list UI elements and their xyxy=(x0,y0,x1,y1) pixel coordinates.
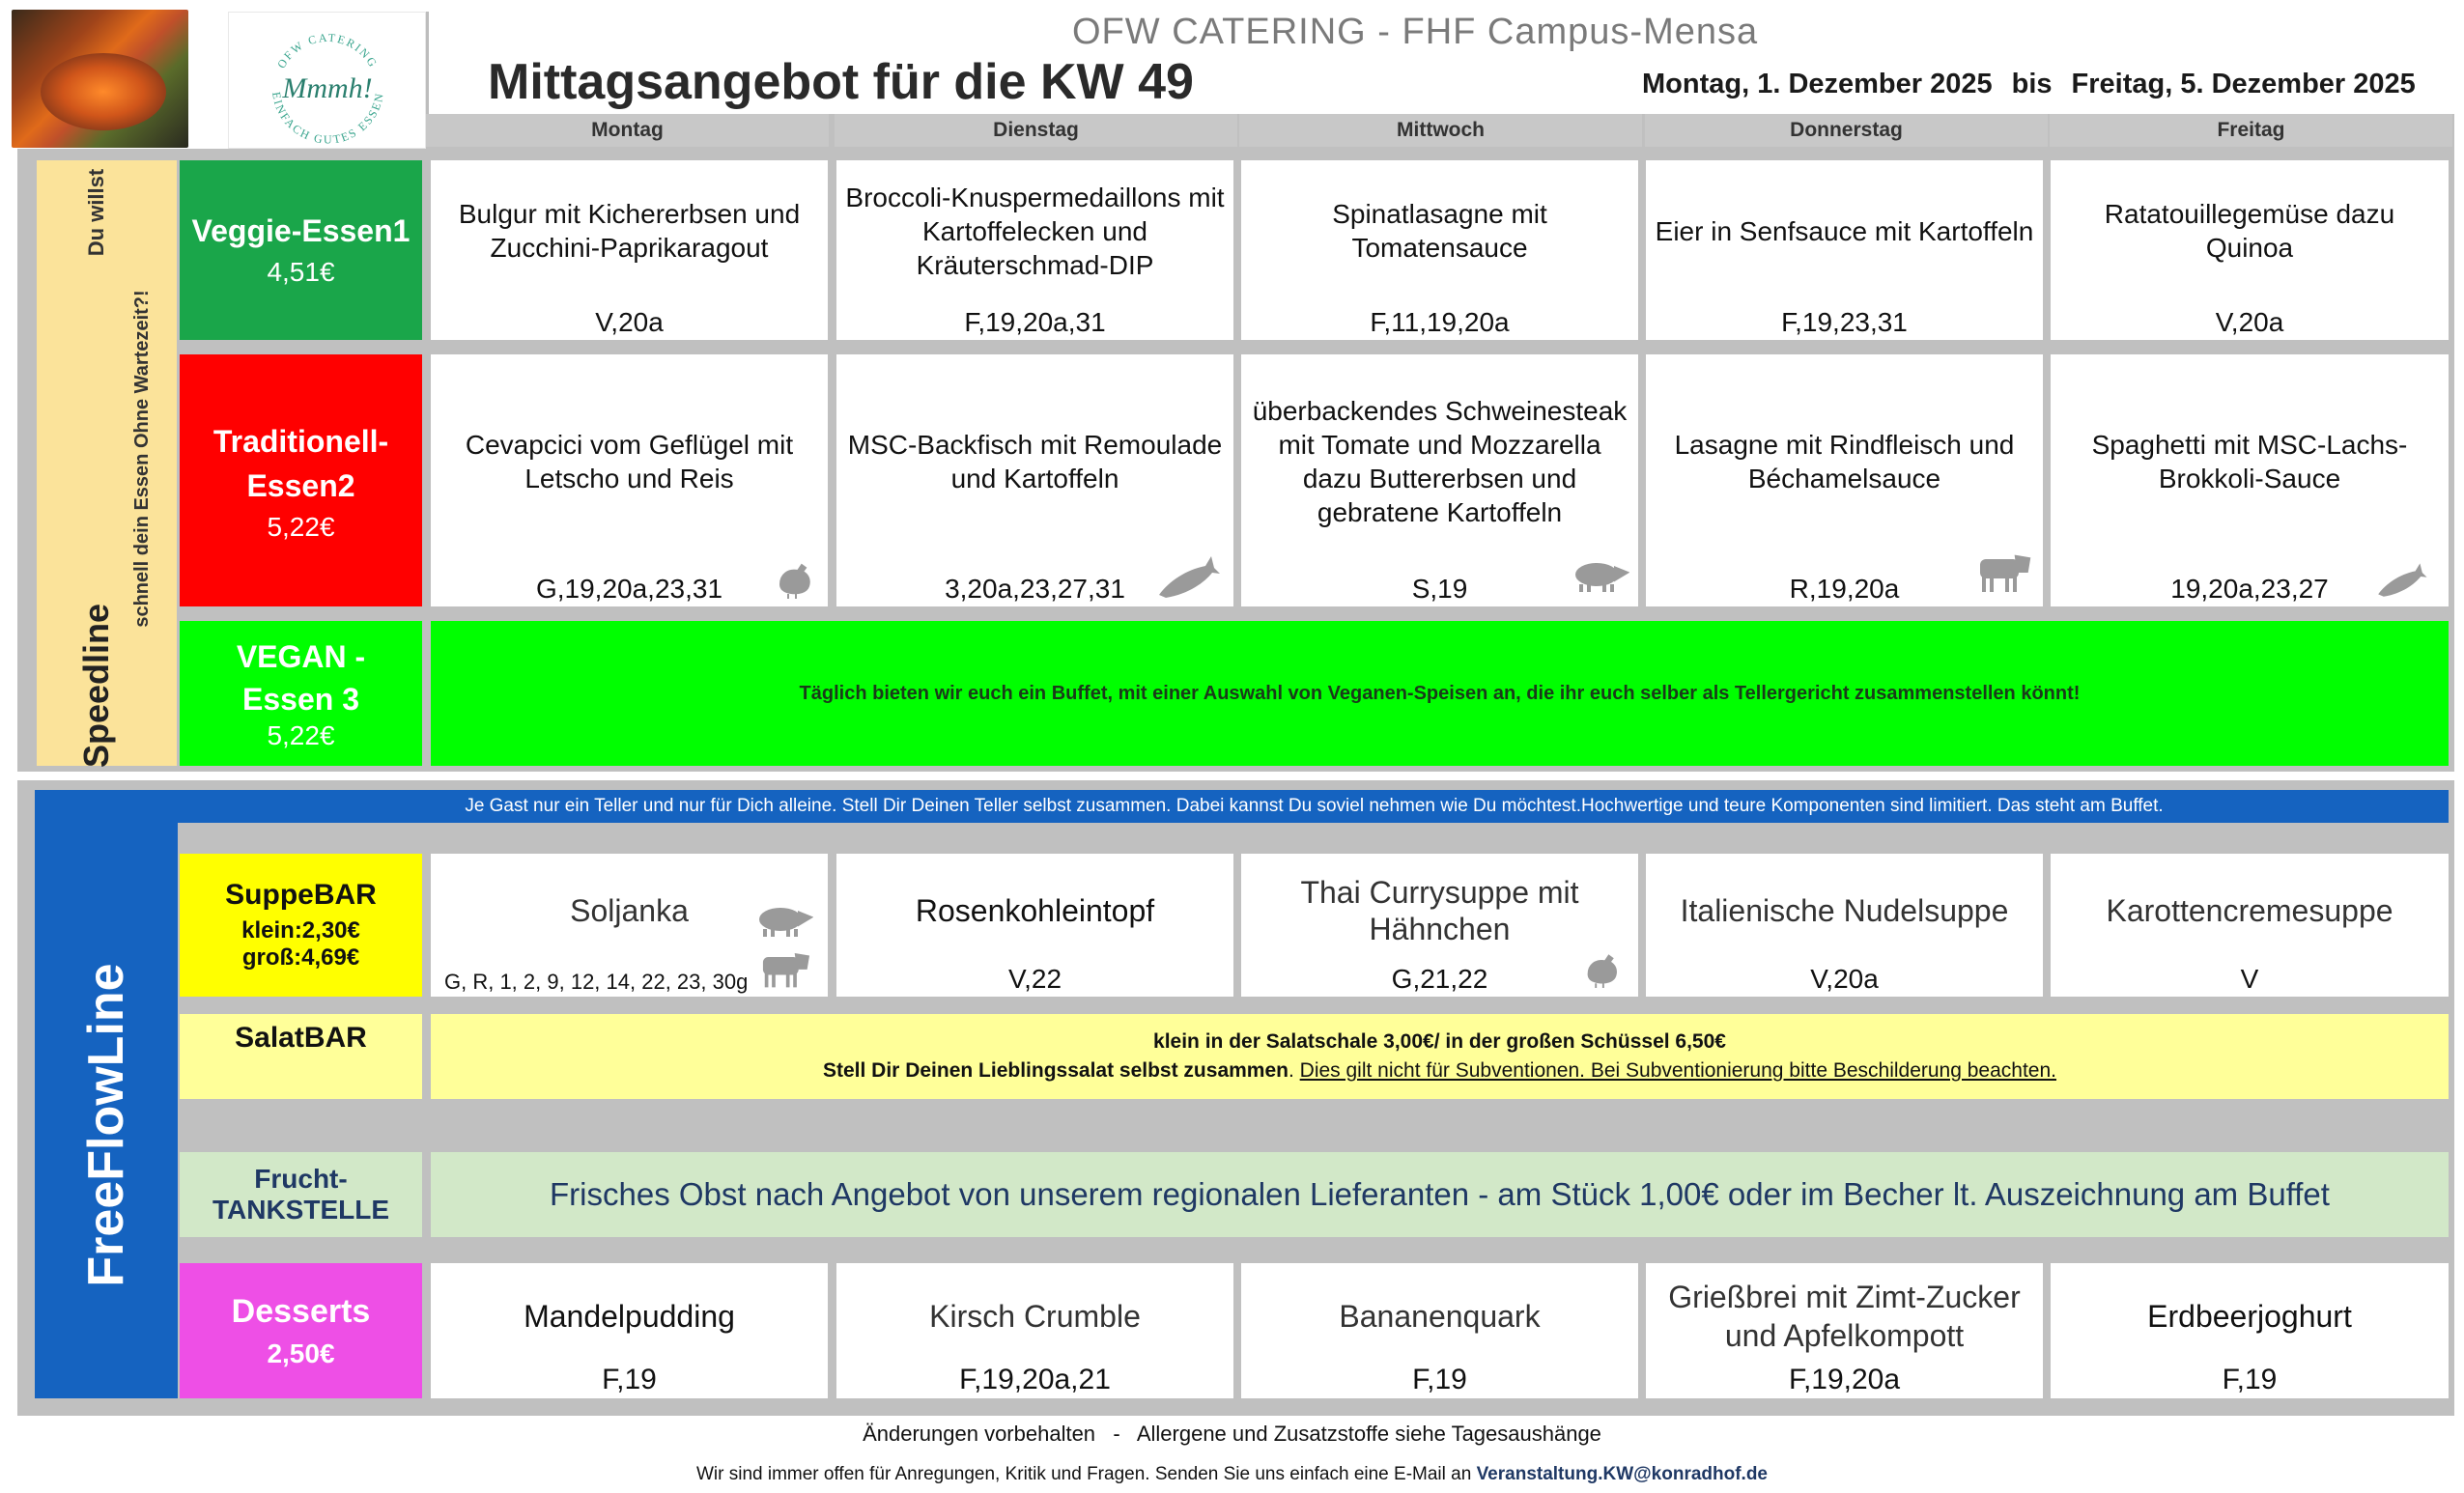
menu-cell xyxy=(431,854,828,997)
menu-cell xyxy=(1241,160,1638,340)
frucht-info: Frisches Obst nach Angebot von unserem regionalen Lieferanten - am Stück 1,00€ oder im Becher lt. Auszeichnung am Buffet xyxy=(431,1152,2449,1237)
day-header-mittwoch: Mittwoch xyxy=(1239,114,1642,147)
menu-cell xyxy=(836,1263,1233,1398)
menu-cell xyxy=(1241,354,1638,606)
salat-note-dot: . xyxy=(1288,1059,1300,1082)
allergen-codes: V,20a xyxy=(1810,964,1879,994)
dish-name: überbackendes Schweinesteak mit Tomate und Mozzarella dazu Buttererbsen und gebratene Kartoffeln xyxy=(1252,395,1628,527)
category-frucht xyxy=(180,1152,422,1237)
allergen-codes: S,19 xyxy=(1411,574,1468,604)
category-vegan-name: VEGAN - Essen 3 xyxy=(236,639,366,717)
category-salat-name: SalatBAR xyxy=(235,1022,367,1054)
logo-arc-bottom: EINFACH GUTES ESSEN xyxy=(269,90,386,147)
salat-price-line: klein in der Salatschale 3,00€/ in der großen Schüssel 6,50€ xyxy=(1153,1030,1726,1053)
catering-title: OFW CATERING - FHF Campus-Mensa xyxy=(1072,11,1759,52)
dish-name: Thai Currysuppe mit Hähnchen xyxy=(1300,875,1579,946)
logo-arc-top: OFW CATERING xyxy=(274,30,381,71)
allergen-codes: F,19,20a,31 xyxy=(964,307,1106,337)
dish-name: Lasagne mit Rindfleisch und Béchamelsauce xyxy=(1674,429,2015,493)
allergen-codes: G,21,22 xyxy=(1391,964,1488,994)
category-suppe-price-big: groß:4,69€ xyxy=(241,944,360,971)
side-text-schnell: schnell dein Essen Ohne Wartezeit?! xyxy=(130,290,153,628)
dish-name: Spaghetti mit MSC-Lachs-Brokkoli-Sauce xyxy=(2091,429,2408,493)
date-to: Freitag, 5. Dezember 2025 xyxy=(2071,68,2416,99)
menu-cell xyxy=(2051,354,2449,606)
dish-name: MSC-Backfisch mit Remoulade und Kartoffeln xyxy=(847,429,1223,493)
day-header-freitag: Freitag xyxy=(2050,114,2452,147)
date-from: Montag, 1. Dezember 2025 xyxy=(1642,68,1993,99)
category-vegan xyxy=(180,621,422,766)
category-frucht-name2: TANKSTELLE xyxy=(212,1195,390,1225)
allergen-codes: R,19,20a xyxy=(1789,574,1900,604)
salat-info xyxy=(431,1014,2449,1099)
page-title: Mittagsangebot für die KW 49 xyxy=(488,54,1194,110)
logo-script: Mmmh! xyxy=(282,72,373,104)
dish-name: Mandelpudding xyxy=(524,1298,735,1334)
dish-name: Bananenquark xyxy=(1339,1298,1541,1334)
dish-name: Soljanka xyxy=(570,892,689,928)
dish-name: Cevapcici vom Geflügel mit Letscho und Reis xyxy=(465,429,794,493)
menu-cell xyxy=(1241,1263,1638,1398)
category-desserts xyxy=(180,1263,422,1398)
category-suppe-name: SuppeBAR xyxy=(225,879,377,911)
allergen-codes: V,20a xyxy=(595,307,664,337)
menu-cell xyxy=(431,1263,828,1398)
menu-cell xyxy=(836,854,1233,997)
speedline-label: Speedline xyxy=(76,603,116,769)
allergen-codes: F,19 xyxy=(2222,1364,2278,1395)
menu-cell xyxy=(836,160,1233,340)
category-veggie-price: 4,51€ xyxy=(267,256,335,287)
menu-cell xyxy=(2051,160,2449,340)
footer-disclaimer: Änderungen vorbehalten - Allergene und Zusatzstoffe siehe Tagesaushänge xyxy=(863,1422,1601,1446)
dish-name: Spinatlasagne mit Tomatensauce xyxy=(1332,199,1547,263)
category-traditionell xyxy=(180,354,422,606)
date-range xyxy=(1642,64,2416,104)
allergen-codes: F,19 xyxy=(602,1364,657,1395)
category-traditionell-price: 5,22€ xyxy=(267,511,335,542)
header-divider xyxy=(426,12,429,118)
allergen-codes: 3,20a,23,27,31 xyxy=(945,574,1125,604)
salat-note-line xyxy=(823,1056,2056,1085)
pig-icon xyxy=(1570,559,1629,594)
dish-name: Bulgur mit Kichererbsen und Zucchini-Paprikaragout xyxy=(458,199,801,263)
menu-cell xyxy=(1646,160,2043,340)
dish-name: Grießbrei mit Zimt-Zucker und Apfelkompott xyxy=(1668,1280,2021,1353)
ofw-catering-logo xyxy=(228,12,426,149)
salat-note-bold: Stell Dir Deinen Lieblingssalat selbst zusammen xyxy=(823,1059,1289,1082)
dish-name: Italienische Nudelsuppe xyxy=(1680,892,2009,928)
menu-cell xyxy=(1241,854,1638,997)
allergen-codes: F,19,20a,21 xyxy=(959,1364,1111,1395)
day-header-donnerstag: Donnerstag xyxy=(1645,114,2048,147)
menu-cell xyxy=(836,354,1233,606)
footer-contact xyxy=(0,1458,2464,1491)
day-header-montag: Montag xyxy=(426,114,829,147)
category-desserts-name: Desserts xyxy=(231,1292,371,1330)
freeflow-banner-text: Je Gast nur ein Teller und nur für Dich alleine. Stell Dir Deinen Teller selbst zusammen. Dabei kannst Du soviel nehmen wie Du möchtest.Hochwertige und teure Komponenten sind limitiert. Das steht am Buffet. xyxy=(465,796,2164,816)
dish-name: Kirsch Crumble xyxy=(929,1298,1141,1334)
menu-cell xyxy=(2051,854,2449,997)
dish-name: Eier in Senfsauce mit Kartoffeln xyxy=(1655,215,2034,246)
day-header-dienstag: Dienstag xyxy=(835,114,1237,147)
pig-icon xyxy=(753,904,813,939)
fish-icon xyxy=(1155,552,1223,603)
category-frucht-name1: Frucht- xyxy=(254,1164,348,1194)
category-veggie-name: Veggie-Essen1 xyxy=(191,212,411,248)
date-separator: bis xyxy=(2011,68,2053,99)
cow-icon xyxy=(753,946,815,991)
menu-cell xyxy=(1646,354,2043,606)
allergen-codes: F,19 xyxy=(1412,1364,1467,1395)
side-text-du-willst: Du willst xyxy=(84,168,108,257)
footer-email-link[interactable]: Veranstaltung.KW@konradhof.de xyxy=(1476,1464,1769,1484)
cow-icon xyxy=(1972,548,2034,596)
allergen-codes: V,20a xyxy=(2215,307,2284,337)
category-veggie xyxy=(180,160,422,340)
salat-note-underline: Dies gilt nicht für Subventionen. Bei Subventionierung bitte Beschilderung beachten. xyxy=(1299,1059,2056,1082)
menu-cell xyxy=(1646,854,2043,997)
vegan-buffet-text: Täglich bieten wir euch ein Buffet, mit einer Auswahl von Veganen-Speisen an, die ihr euch selber als Tellergericht zusammenstellen könnt! xyxy=(431,621,2449,766)
allergen-codes: V,22 xyxy=(1007,964,1062,994)
category-desserts-price: 2,50€ xyxy=(267,1338,335,1368)
allergen-codes: V xyxy=(2240,964,2259,994)
category-vegan-price: 5,22€ xyxy=(267,720,335,750)
dish-name: Rosenkohleintopf xyxy=(915,892,1155,928)
dish-name: Broccoli-Knuspermedaillons mit Kartoffelecken und Kräuterschmad-DIP xyxy=(845,182,1225,280)
allergen-codes: F,19,23,31 xyxy=(1781,307,1908,337)
fish-icon xyxy=(2375,559,2429,602)
footer-contact-text: Wir sind immer offen für Anregungen, Kritik und Fragen. Senden Sie uns einfach eine E-Mail an xyxy=(695,1464,1477,1484)
allergen-codes: G, R, 1, 2, 9, 12, 14, 22, 23, 30g xyxy=(444,970,749,994)
allergen-codes: 19,20a,23,27 xyxy=(2170,574,2329,604)
dish-name: Erdbeerjoghurt xyxy=(2147,1298,2352,1334)
chicken-icon xyxy=(1579,946,1622,989)
allergen-codes: F,11,19,20a xyxy=(1370,307,1510,337)
dish-name: Ratatouillegemüse dazu Quinoa xyxy=(2104,199,2395,263)
category-salat xyxy=(180,1014,422,1099)
allergen-codes: F,19,20a xyxy=(1788,1364,1901,1395)
svg-text:OFW CATERING xyxy=(274,31,381,70)
menu-cell xyxy=(431,160,828,340)
category-suppe xyxy=(180,854,422,997)
category-suppe-price-small: klein:2,30€ xyxy=(241,917,360,944)
chicken-icon xyxy=(771,555,815,600)
freeflow-label: FreeFlowLine xyxy=(78,963,134,1287)
menu-cell xyxy=(431,354,828,606)
dish-name: Karottencremesuppe xyxy=(2106,892,2393,928)
category-traditionell-name: Traditionell-Essen2 xyxy=(212,423,389,503)
menu-cell xyxy=(2051,1263,2449,1398)
allergen-codes: G,19,20a,23,31 xyxy=(535,574,723,604)
menu-cell xyxy=(1646,1263,2043,1398)
